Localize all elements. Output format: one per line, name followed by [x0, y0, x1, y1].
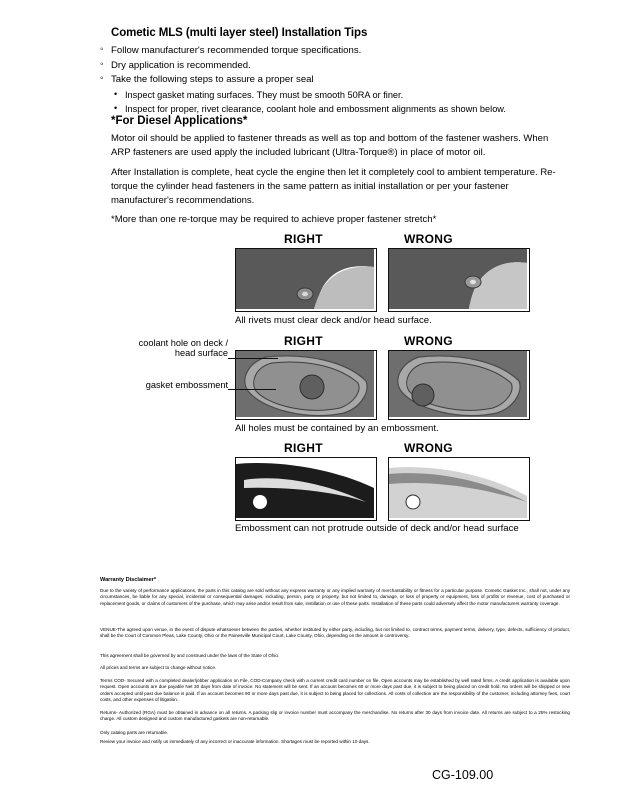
- figure2-wrong-image: [388, 350, 530, 420]
- figure2-callout-embossment: gasket embossment: [145, 380, 228, 390]
- section-heading-diesel: *For Diesel Applications*: [111, 115, 248, 127]
- figure2-right-label: RIGHT: [284, 334, 323, 348]
- figure1-wrong-image: [388, 248, 530, 312]
- figure1-right-image: [235, 248, 377, 312]
- warranty-paragraph: This agreement shall be governed by and construed under the laws of the State of Ohio.: [100, 653, 280, 658]
- warranty-paragraph: VENUE-The agreed upon venue, in the event of dispute whatsoever between the parties, whether instituted by either party, including, but not limited to, contract terms, payment terms, delivery, type, defects, sufficiency of product, shall be the Court of Common Pleas, Lake County, Ohio or the Painesville Municipal Court, Lake County, Ohio, depending on the amount in controversy.: [100, 627, 570, 639]
- installation-tips-list: [100, 44, 570, 116]
- diesel-paragraph-3: *More than one re-torque may be required to achieve proper fastener stretch*: [111, 214, 437, 225]
- figure2-right-image: [235, 350, 377, 420]
- figure1-wrong-label: WRONG: [404, 232, 453, 246]
- warranty-paragraph: All prices and terms are subject to change without notice.: [100, 665, 217, 670]
- list-item: ◦ Follow manufacturer's recommended torque specifications.: [100, 44, 570, 59]
- figure3-wrong-image: [388, 457, 530, 521]
- figure2-callout-coolant-hole: coolant hole on deck / head surface: [138, 338, 228, 358]
- list-item: • Inspect gasket mating surfaces. They must be smooth 50RA or finer.: [114, 88, 570, 102]
- warranty-paragraph: Review your invoice and notify us immediately of any incorrect or inaccurate information. Shortages must be reported within 10 days.: [100, 739, 370, 744]
- figure3-wrong-label: WRONG: [404, 441, 453, 455]
- list-item: ◦ Dry application is recommended.: [100, 59, 570, 74]
- figure3-right-label: RIGHT: [284, 441, 323, 455]
- diesel-paragraph-1: Motor oil should be applied to fastener threads as well as top and bottom of the fastener washers. When ARP fasteners are used apply the included lubricant (Ultra-Torque®) in place of motor oil.: [111, 133, 549, 159]
- figure1-right-label: RIGHT: [284, 232, 323, 246]
- warranty-title: Warranty Disclaimer*: [100, 577, 157, 583]
- figure2-caption: All holes must be contained by an embossment.: [235, 423, 439, 434]
- figure3-right-image: [235, 457, 377, 521]
- warranty-paragraph: Due to the variety of performance applications, the parts in this catalog are sold without any express warranty or any implied warranty of merchantability or fitness for a particular purpose. Cometic Gasket Inc., shall not, under any circumstances, be liable for any special, incidental or consequential damages, including, person, party or property, but not limited to, damage, or loss of property or equipment, loss of profits or revenue, cost of purchased or replacement goods, or claims of customers of the purchase, which may arise and/or result from sale, instillation or use of these parts. Installation of these parts could adversely affect the motor manufacturers warranty coverage.: [100, 588, 570, 606]
- warranty-paragraph: Only catalog parts are returnable.: [100, 730, 169, 735]
- list-item: ◦ Take the following steps to assure a proper seal: [100, 73, 570, 88]
- figure2-wrong-label: WRONG: [404, 334, 453, 348]
- list-item: • Inspect for proper, rivet clearance, coolant hole and embossment alignments as shown below.: [114, 102, 570, 116]
- diesel-paragraph-2: After Installation is complete, heat cycle the engine then let it completely cool to ambient temperature. Re-torque the cylinder head fasteners in the same pattern as initial installation or per your fastener manufacturer's recommendations.: [111, 167, 556, 207]
- warranty-paragraph: Terms COD- Secured with a completed dealer/jobber application on File, COD-Company check with a current credit card number on file. Open accounts may be established by well rated firms. A credit application is available upon request. Open accounts are due payable Net 30 days from date of invoice. No statement will be sent. If an account becomes 60 or more days past due, it is subject to being placed on credit hold. No orders will be shipped or new orders accepted until past due balance is paid. If an account becomes 90 or more days past due, it is subject to being placed for collections. All costs of collection are the responsibility of the customer, including attorney fees, court costs, and other expenses of litigation.: [100, 678, 570, 703]
- document-number: CG-109.00: [432, 768, 494, 782]
- page-title: Cometic MLS (multi layer steel) Installation Tips: [111, 27, 368, 39]
- figure1-caption: All rivets must clear deck and/or head surface.: [235, 315, 432, 326]
- figure3-caption: Embossment can not protrude outside of deck and/or head surface: [235, 523, 519, 534]
- warranty-paragraph: Returns- Authorized (RGA) must be obtained in advance on all returns. A packing slip or invoice number must accompany the merchandise. No returns after 30 days from invoice date. All returns are subject to a 25% restocking charge. All custom designed and custom manufactured gaskets are non-returnable.: [100, 710, 570, 722]
